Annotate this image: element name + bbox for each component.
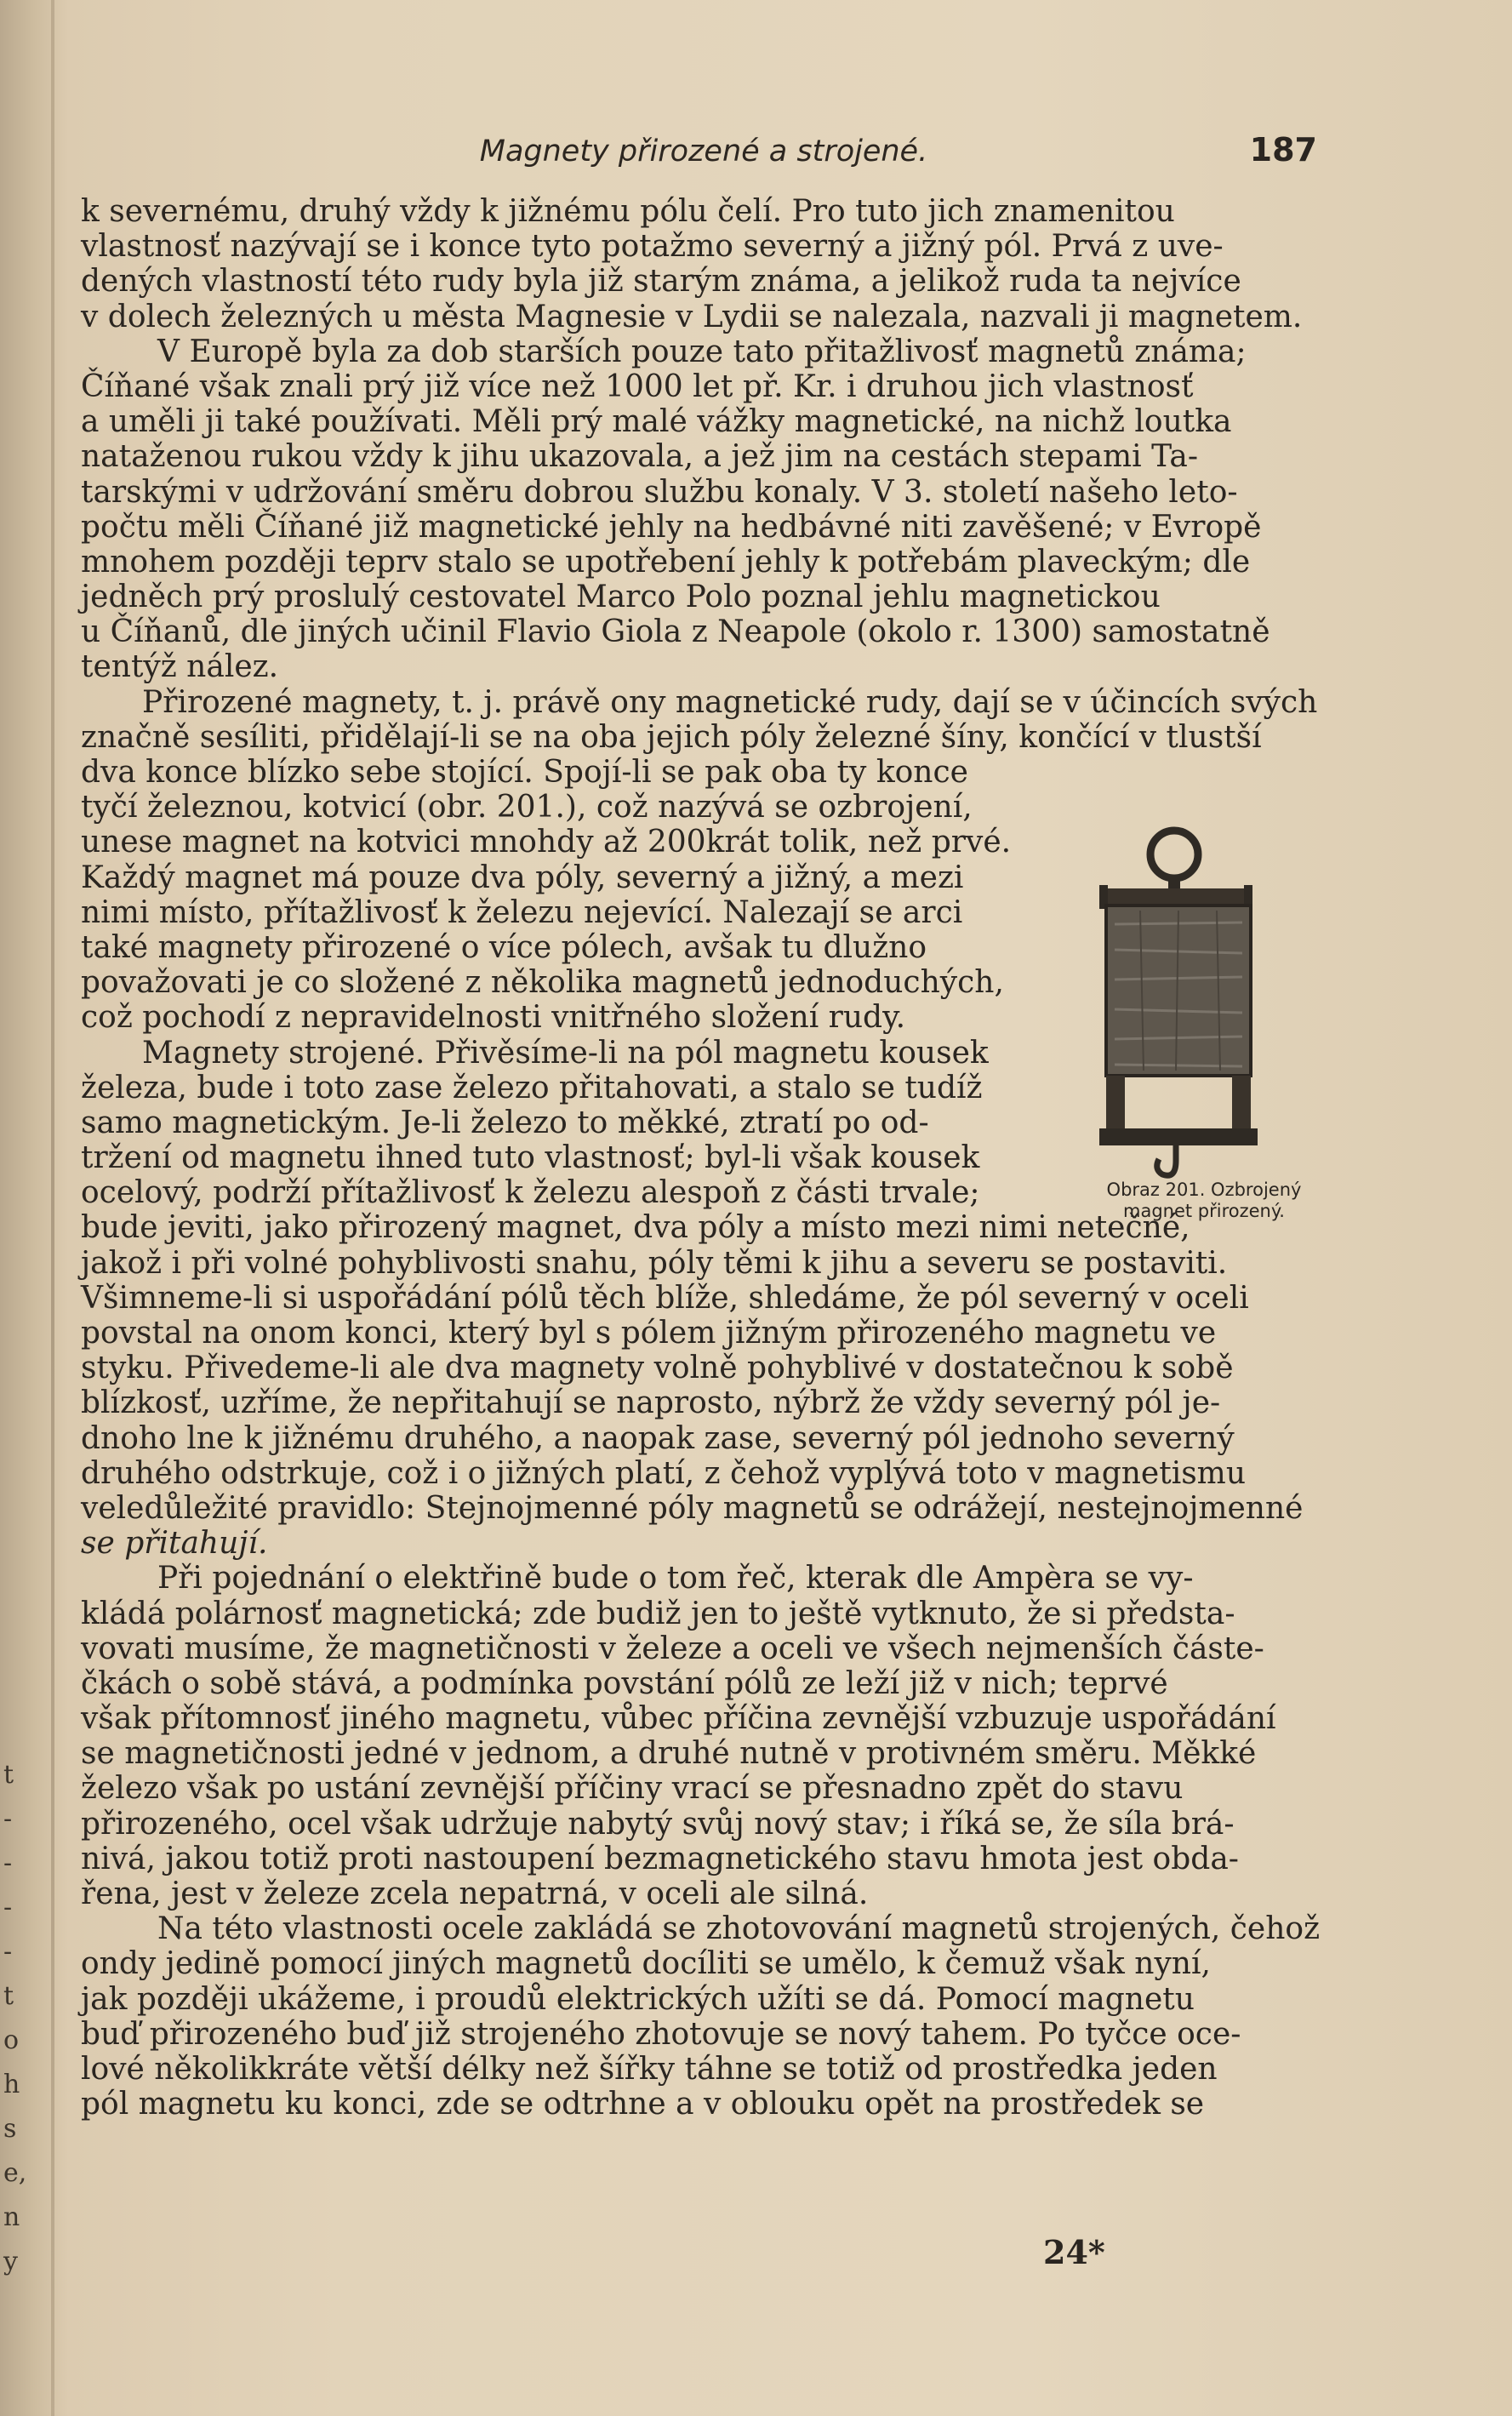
text-line: vlastnosť nazývají se i konce tyto potažmo severný a jižný pól. Prvá z uve- [81,229,1224,265]
text-line: u Číňanů, dle jiných učinil Flavio Giola z Neapole (okolo r. 1300) samostatně [81,614,1270,650]
edge-mark: e, [3,2158,27,2188]
text-line: tyčí železnou, kotvicí (obr. 201.), což nazývá se ozbrojení, [81,790,973,825]
caption-line: Obraz 201. Ozbrojený [1106,1179,1302,1200]
text-line: blízkosť, uzříme, že nepřitahují se naprosto, nýbrž že vždy severný pól je- [81,1385,1221,1421]
rule-line: se přitahují. [81,1526,268,1562]
edge-mark: t [3,1760,14,1790]
text-line: jak později ukážeme, i proudů elektrických užíti se dá. Pomocí magnetu [81,1981,1195,2017]
text-line: což pochodí z nepravidelnosti vnitřného složení rudy. [81,1000,906,1036]
text-line: řena, jest v železe zcela nepatrná, v oceli ale silná. [81,1876,869,1911]
text-line: unese magnet na kotvici mnohdy až 200krát tolik, než prvé. [81,825,1012,860]
text-line: k severnému, druhý vždy k jižnému pólu čelí. Pro tuto jich znamenitou [81,194,1175,229]
text-line: tržení od magnetu ihned tuto vlastnosť; byl-li však kousek [81,1140,980,1176]
text-line: tarskými v udržování směru dobrou službu konaly. V 3. století našeho leto- [81,474,1238,510]
text-line: bude jeviti, jako přirozený magnet, dva póly a místo mezi nimi netečné, [81,1210,1190,1246]
text-line: jakož i při volné pohyblivosti snahu, póly těmi k jihu a severu se postaviti. [81,1245,1228,1281]
running-title: Magnety přirozené a strojené. [479,134,928,168]
armed-magnet-illustration [1081,822,1336,1179]
edge-mark: t [3,1981,14,2011]
text-line: styku. Přivedeme-li ale dva magnety volně pohyblivé v dostatečnou k sobě [81,1351,1234,1386]
rule-line: veledůležité pravidlo: Stejnojmenné póly magnetů se odrážejí, nestejnojmenné [81,1490,1304,1526]
section-heading-line: Magnety strojené. Přivěsíme-li na pól magnetu kousek [142,1035,989,1071]
text-line: samo magnetickým. Je-li železo to měkké, ztratí po od- [81,1105,929,1140]
text-line: železo však po ustání zevnější příčiny vrací se přesnadno zpět do stavu [81,1771,1184,1807]
text-line: kládá polárnosť magnetická; zde budiž jen to ještě vytknuto, že si předsta- [81,1596,1235,1631]
text-line: v dolech železných u města Magnesie v Lydii se nalezala, nazvali ji magnetem. [81,299,1303,334]
caption-line: magnet přirozený. [1123,1201,1285,1221]
text-line: tentýž nález. [81,649,279,685]
text-line: vovati musíme, že magnetičnosti v železe a oceli ve všech nejmenších částe- [81,1631,1264,1666]
armed-magnet-figure [1081,822,1336,1201]
text-line: čkách o sobě stává, a podmínka povstání pólů ze leží již v nich; teprvé [81,1665,1168,1701]
text-line: dnoho lne k jižnému druhého, a naopak zase, severný pól jednoho severný [81,1420,1235,1456]
text-line: dva konce blízko sebe stojící. Spojí-li se pak oba ty konce [81,755,968,790]
edge-mark: n [3,2202,20,2232]
text-line: nimi místo, přítažlivosť k železu nejevící. Nalezají se arci [81,894,963,930]
text-line: počtu měli Číňané již magnetické jehly na hedbávné niti zavěšené; v Evropě [81,509,1262,545]
edge-mark: y [3,2247,18,2276]
edge-mark: s [3,2114,17,2144]
text-line: Číňané však znali prý již více než 1000 let př. Kr. i druhou jich vlastnosť [81,368,1194,404]
text-line: povstal na onom konci, který byl s pólem jižným přirozeného magnetu ve [81,1316,1217,1351]
page-header [82,129,1326,180]
page-gutter [51,0,54,2416]
text-line: Při pojednání o elektřině bude o tom řeč, kterak dle Ampèra se vy- [157,1561,1194,1596]
edge-mark: - [3,1937,13,1967]
text-line: nataženou rukou vždy k jihu ukazovala, a jež jim na cestách stepami Ta- [81,439,1198,475]
text-line: Na této vlastnosti ocele zakládá se zhotovování magnetů strojených, čehož [157,1911,1321,1947]
edge-mark: - [3,1804,13,1834]
text-line: nivá, jakou totiž proti nastoupení bezmagnetického stavu hmota jest obda- [81,1841,1239,1876]
edge-mark: h [3,2070,20,2099]
text-line: Každý magnet má pouze dva póly, severný a jižný, a mezi [81,860,964,895]
text-line: značně sesíliti, přidělají-li se na oba jejich póly železné šíny, končící v tlustší [81,719,1262,755]
figure-caption [1064,1179,1344,1222]
text-line: pól magnetu ku konci, zde se odtrhne a v oblouku opět na prostředek se [81,2087,1205,2122]
text-line: dených vlastností této rudy byla již starým známa, a jelikož ruda ta nejvíce [81,264,1241,300]
text-line: ocelový, podrží přítažlivosť k železu alespoň z části trvale; [81,1175,980,1211]
text-line: se magnetičnosti jedné v jednom, a druhé nutně v protivném směru. Měkké [81,1736,1257,1772]
text-line: také magnety přirozené o více pólech, avšak tu dlužno [81,929,927,965]
text-line: mnohem později teprv stalo se upotřebení jehly k potřebám plaveckým; dle [81,544,1251,580]
edge-mark: - [3,1893,13,1922]
text-line: železa, bude i toto zase železo přitahovati, a stalo se tudíž [81,1070,983,1105]
printer-signature: 24* [1043,2233,1105,2271]
text-line: lové několikkráte větší délky než šířky táhne se totiž od prostředka jeden [81,2051,1218,2087]
text-line: buď přirozeného buď již strojeného zhotovuje se nový tahem. Po tyčce oce- [81,2016,1241,2052]
text-line: druhého odstrkuje, což i o jižných platí, z čehož vyplývá toto v magnetismu [81,1455,1247,1491]
edge-mark: - [3,1848,13,1878]
text-line: považovati je co složené z několika magnetů jednoduchých, [81,965,1004,1001]
edge-mark: o [3,2025,20,2055]
text-line: a uměli ji také používati. Měli prý malé vážky magnetické, na nichž loutka [81,404,1232,440]
text-line: jedněch prý proslulý cestovatel Marco Polo poznal jehlu magnetickou [81,580,1161,615]
text-line: V Europě byla za dob starších pouze tato přitažlivosť magnetů známa; [157,334,1247,369]
text-line: ondy jedině pomocí jiných magnetů docíliti se umělo, k čemuž však nyní, [81,1946,1211,1982]
page-number: 187 [1249,131,1317,168]
text-line: přirozeného, ocel však udržuje nabytý svůj nový stav; i říká se, že síla brá- [81,1806,1235,1842]
adjacent-page-edge [3,1753,27,2284]
section-heading-line: Přirozené magnety, t. j. právě ony magnetické rudy, dají se v účincích svých [142,684,1318,720]
text-line: však přítomnosť jiného magnetu, vůbec příčina zevnější vzbuzuje uspořádání [81,1701,1276,1737]
text-line: Všimneme-li si uspořádání pólů těch blíže, shledáme, že pól severný v oceli [81,1280,1249,1316]
